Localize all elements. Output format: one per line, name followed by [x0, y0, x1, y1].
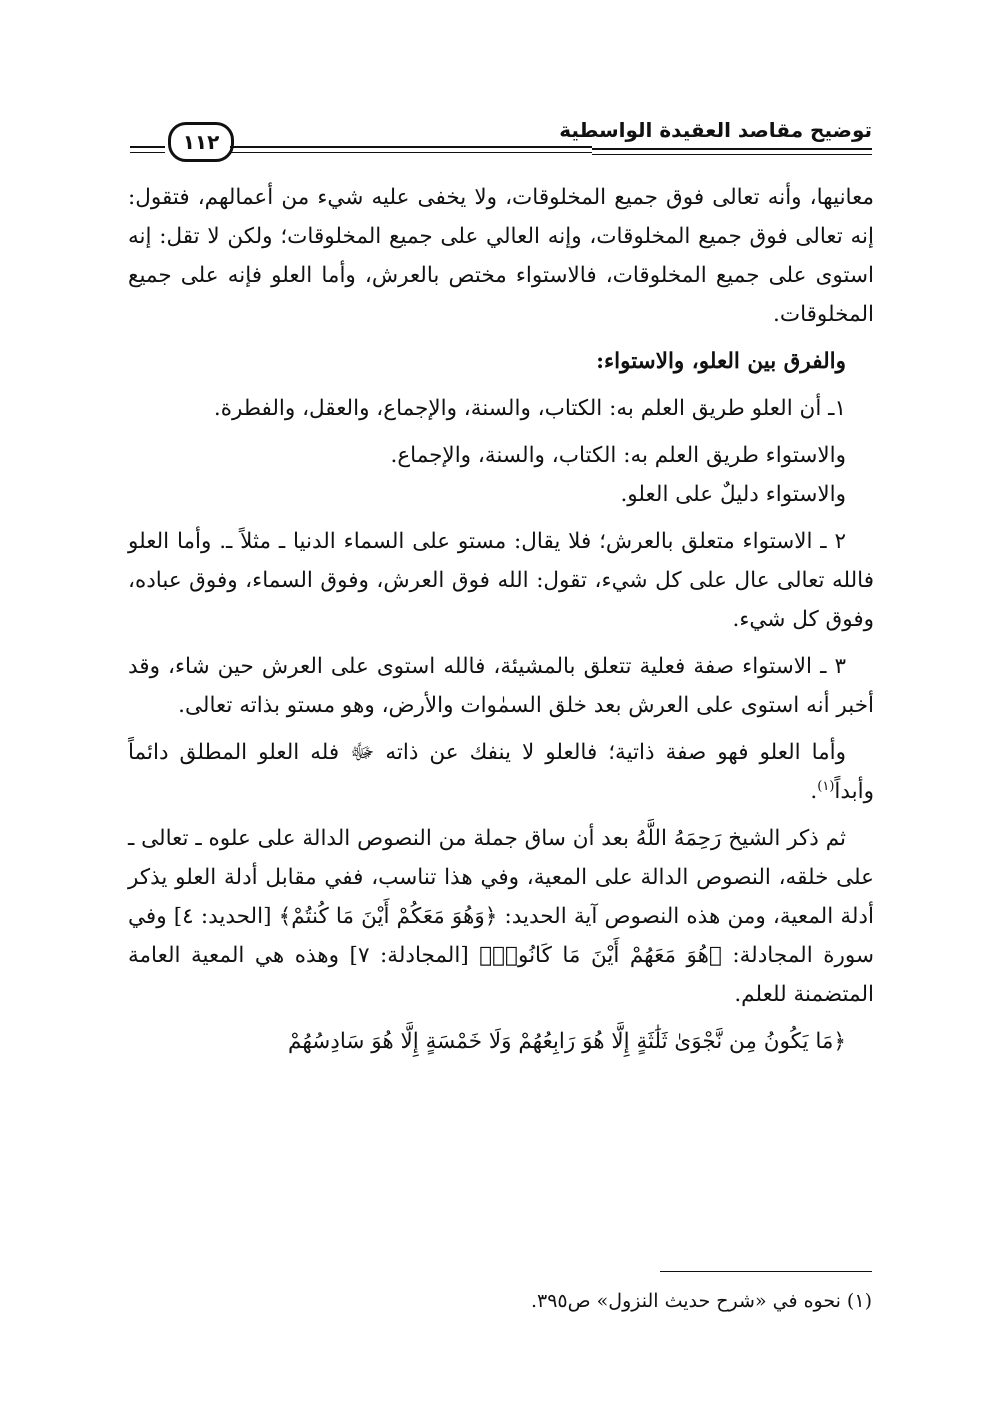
paragraph: والاستواء طريق العلم به: الكتاب، والسنة، والإجماع.: [390, 443, 846, 468]
footnote-reference[interactable]: (١): [817, 778, 835, 794]
footnote-separator: [660, 1271, 872, 1272]
paragraph-end: .: [810, 779, 818, 804]
paragraph: معانيها، وأنه تعالى فوق جميع المخلوقات، ولا يخفى عليه شيء من أعمالهم، فتقول: إنه تعالى فوق جميع المخلوقات، وإنه العالي على جميع المخلوقات؛ ولكن لا تقل: إنه استوى على جميع المخلوقات، فالاستواء مختص بالعرش، وأما العلو فإنه على جميع المخلوقات.: [128, 185, 874, 327]
paragraph: ٢ ـ الاستواء متعلق بالعرش؛ فلا يقال: مستو على السماء الدنيا ـ مثلاً ـ. وأما العلو فالله تعالى عال على كل شيء، تقول: الله فوق العرش، وفوق السماء، وفوق عباده، وفوق كل شيء.: [128, 529, 874, 632]
paragraph: ١ـ أن العلو طريق العلم به: الكتاب، والسنة، والإجماع، والعقل، والفطرة.: [213, 396, 846, 421]
section-heading: والفرق بين العلو، والاستواء:: [596, 349, 846, 374]
header-rule: [230, 146, 592, 153]
footnote: (١) نحوه في «شرح حديث النزول» ص٣٩٥.: [530, 1290, 872, 1312]
paragraph: [128, 733, 874, 811]
header-rule: [130, 146, 165, 153]
paragraph-text: وأما العلو فهو صفة ذاتية؛ فالعلو لا ينفك عن ذاته ﷻ فله العلو المطلق دائماً وأبداً: [128, 740, 874, 804]
paragraph: ثم ذكر الشيخ رَحِمَهُ اللَّهُ بعد أن ساق جملة من النصوص الدالة على علوه ـ تعالى ـ على خلقه، النصوص الدالة على المعية، وفي هذا تناسب، ففي مقابل أدلة العلو يذكر أدلة المعية، ومن هذه النصوص آية الحديد: ﴿وَهُوَ مَعَكُمْ أَيْنَ مَا كُنتُمْ﴾ [الحديد: ٤] وفي سورة المجادلة: ﴿هُوَ مَعَهُمْ أَيْنَ مَا كَانُوا۟﴾ [المجادلة: ٧] وهذه هي المعية العامة المتضمنة للعلم.: [128, 826, 874, 1007]
main-text: [128, 178, 874, 1069]
book-title: توضيح مقاصد العقيدة الواسطية: [559, 118, 872, 142]
header-rule: [592, 148, 872, 155]
page-number: ١١٢: [182, 130, 220, 154]
paragraph: والاستواء دليلٌ على العلو.: [620, 482, 846, 507]
quran-verse: ﴿مَا يَكُونُ مِن نَّجْوَىٰ ثَلَٰثَةٍ إِلَّا هُوَ رَابِعُهُمْ وَلَا خَمْسَةٍ إِلَّا هُوَ سَادِسُهُمْ: [288, 1029, 846, 1054]
page-number-badge: [168, 122, 234, 162]
page-header: [130, 104, 872, 164]
paragraph: ٣ ـ الاستواء صفة فعلية تتعلق بالمشيئة، فالله استوى على العرش حين شاء، وقد أخبر أنه استوى على العرش بعد خلق السمٰوات والأرض، وهو مستو بذاته تعالى.: [128, 654, 874, 718]
